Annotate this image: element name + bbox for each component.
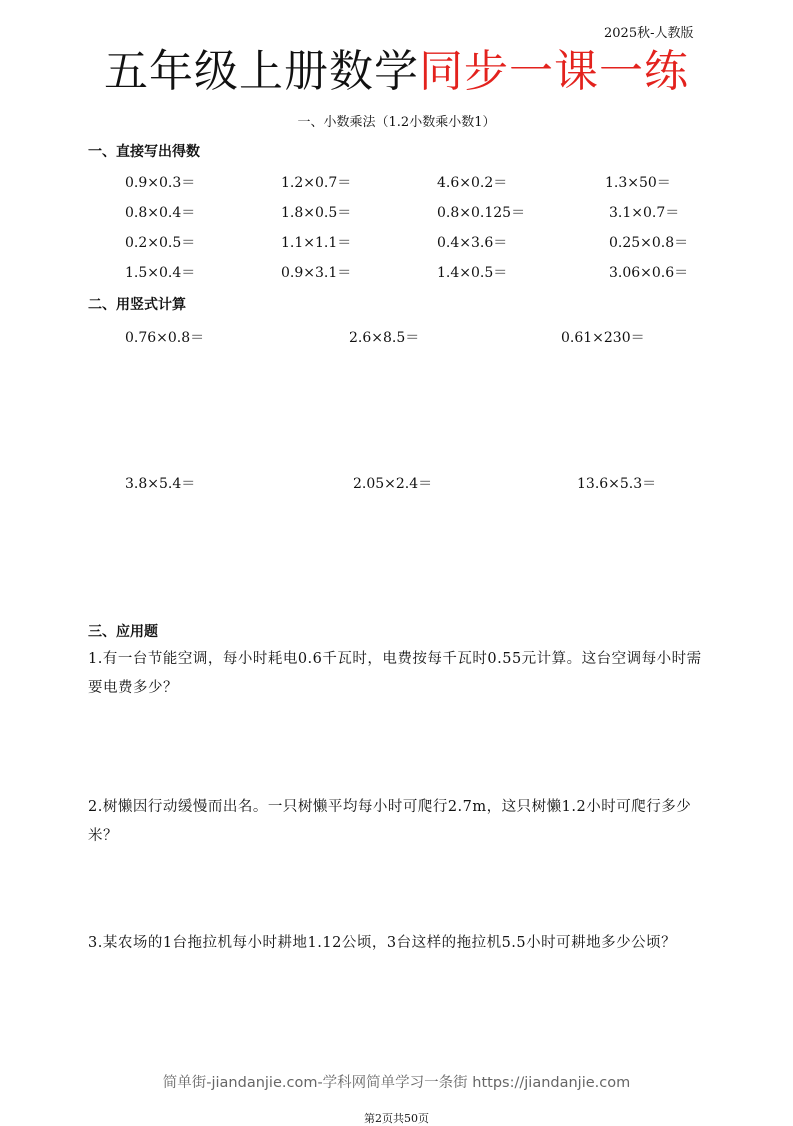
oral-calc-item: 3.1×0.7＝ xyxy=(609,205,680,221)
vertical-calc-item: 2.6×8.5＝ xyxy=(349,330,420,346)
oral-calc-item: 1.1×1.1＝ xyxy=(281,235,352,251)
oral-calc-item: 1.5×0.4＝ xyxy=(125,265,196,281)
oral-calc-item: 1.2×0.7＝ xyxy=(281,175,352,191)
section2-heading: 二、用竖式计算 xyxy=(88,297,186,313)
vertical-calc-item: 0.61×230＝ xyxy=(561,330,645,346)
oral-calc-item: 0.9×0.3＝ xyxy=(125,175,196,191)
oral-calc-item: 0.2×0.5＝ xyxy=(125,235,196,251)
page-title xyxy=(0,46,793,99)
section1-heading: 一、直接写出得数 xyxy=(88,144,200,160)
word-problem: 2.树懒因行动缓慢而出名。一只树懒平均每小时可爬行2.7m，这只树懒1.2小时可爬行多少米？ xyxy=(88,799,692,844)
page-number: 第2页共50页 xyxy=(364,1112,429,1125)
title-red-part: 同步一课一练 xyxy=(419,46,689,97)
oral-calc-item: 0.4×3.6＝ xyxy=(437,235,508,251)
word-problem: 3.某农场的1台拖拉机每小时耕地1.12公顷，3台这样的拖拉机5.5小时可耕地多少公顷？ xyxy=(88,935,677,951)
oral-calc-item: 1.4×0.5＝ xyxy=(437,265,508,281)
word-problem: 1.有一台节能空调，每小时耗电0.6千瓦时，电费按每千瓦时0.55元计算。这台空调每小时需要电费多少？ xyxy=(88,651,702,696)
oral-calc-item: 1.3×50＝ xyxy=(605,175,671,191)
lesson-subtitle: 一、小数乘法（1.2小数乘小数1） xyxy=(297,115,496,130)
section3-heading: 三、应用题 xyxy=(88,624,158,640)
vertical-calc-item: 13.6×5.3＝ xyxy=(577,476,657,492)
oral-calc-item: 0.25×0.8＝ xyxy=(609,235,689,251)
vertical-calc-item: 2.05×2.4＝ xyxy=(353,476,433,492)
vertical-calc-item: 0.76×0.8＝ xyxy=(125,330,205,346)
oral-calc-item: 0.8×0.4＝ xyxy=(125,205,196,221)
vertical-calc-item: 3.8×5.4＝ xyxy=(125,476,196,492)
edition-label: 2025秋-人教版 xyxy=(604,26,694,41)
oral-calc-item: 1.8×0.5＝ xyxy=(281,205,352,221)
oral-calc-item: 0.9×3.1＝ xyxy=(281,265,352,281)
watermark-text: 简单街-jiandanjie.com-学科网简单学习一条街 https://jiandanjie.com xyxy=(162,1075,631,1091)
oral-calc-item: 0.8×0.125＝ xyxy=(437,205,526,221)
title-black-part: 五年级上册数学 xyxy=(104,46,419,97)
oral-calc-item: 4.6×0.2＝ xyxy=(437,175,508,191)
oral-calc-item: 3.06×0.6＝ xyxy=(609,265,689,281)
